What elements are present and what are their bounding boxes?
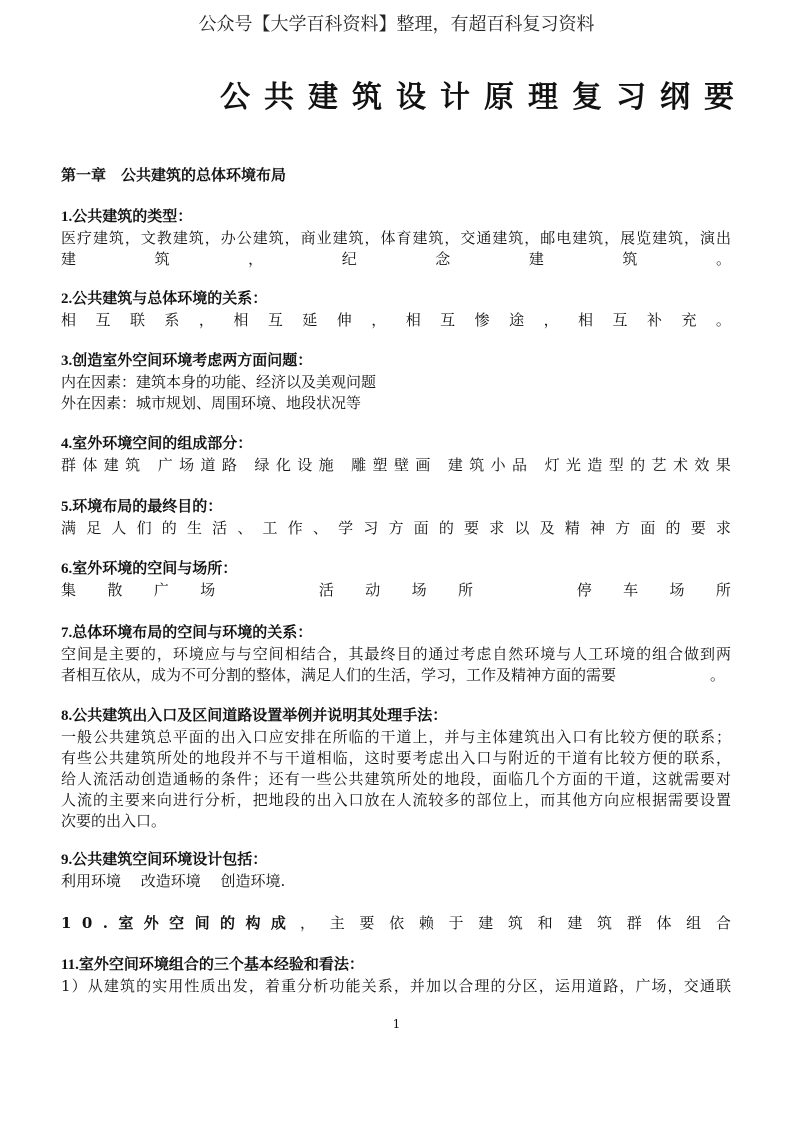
glyph: 场 bbox=[179, 456, 195, 474]
glyph: ， bbox=[198, 311, 214, 329]
section-1 bbox=[61, 207, 731, 270]
glyph: 建 bbox=[61, 250, 77, 268]
glyph: 以 bbox=[514, 519, 530, 537]
glyph: 壁 bbox=[393, 456, 409, 474]
section-text: 利用环境 改造环境 创造环境. bbox=[61, 872, 286, 890]
section-8 bbox=[61, 706, 731, 832]
glyph: 要 bbox=[704, 80, 734, 115]
glyph: 和 bbox=[537, 914, 553, 932]
glyph: 要 bbox=[464, 519, 480, 537]
glyph: 赖 bbox=[418, 914, 434, 932]
glyph: 系 bbox=[164, 311, 180, 329]
glyph bbox=[243, 455, 248, 476]
section-text bbox=[61, 455, 731, 476]
glyph: 共 bbox=[264, 80, 294, 115]
section-text: 空间是主要的，环境应与与空间相结合，其最终目的通过考虑自然环境与人工环境的组合做到两 bbox=[61, 645, 731, 663]
glyph: 筑 bbox=[469, 456, 485, 474]
glyph: 神 bbox=[589, 519, 605, 537]
glyph: 广 bbox=[157, 456, 173, 474]
spread-text bbox=[61, 249, 731, 270]
glyph: 补 bbox=[646, 311, 662, 329]
glyph: 于 bbox=[448, 914, 464, 932]
glyph: 途 bbox=[509, 311, 525, 329]
glyph: 要 bbox=[690, 519, 706, 537]
glyph: 散 bbox=[107, 581, 123, 599]
glyph bbox=[247, 580, 252, 601]
spread-text bbox=[61, 310, 731, 331]
glyph: 构 bbox=[245, 914, 261, 932]
glyph: 足 bbox=[86, 519, 102, 537]
glyph: 建 bbox=[478, 914, 494, 932]
glyph: 场 bbox=[669, 581, 685, 599]
glyph: 艺 bbox=[651, 456, 667, 474]
glyph: 原 bbox=[484, 80, 514, 115]
spread-text bbox=[61, 518, 731, 539]
glyph: 互 bbox=[267, 311, 283, 329]
glyph: 效 bbox=[694, 456, 710, 474]
spread-text bbox=[300, 913, 731, 934]
section-3 bbox=[61, 351, 731, 414]
glyph: 复 bbox=[572, 80, 602, 115]
glyph: 场 bbox=[411, 581, 427, 599]
section-text: 1）从建筑的实用性质出发，着重分析功能关系，并加以合理的分区，运用道路，广场，交通联 bbox=[61, 977, 731, 995]
glyph: 方 bbox=[388, 519, 404, 537]
glyph: 场 bbox=[200, 581, 216, 599]
glyph: 建 bbox=[528, 250, 544, 268]
glyph: 面 bbox=[413, 519, 429, 537]
glyph: 光 bbox=[565, 456, 581, 474]
section-text: 医疗建筑，文教建筑，办公建筑，商业建筑，体育建筑，交通建筑，邮电建筑，展览建筑，演出 bbox=[61, 229, 731, 247]
glyph: 合 bbox=[715, 914, 731, 932]
section-text: 次要的出入口。 bbox=[61, 812, 167, 830]
glyph: 作 bbox=[287, 519, 303, 537]
section-11 bbox=[61, 955, 731, 997]
section-text bbox=[61, 518, 731, 539]
glyph: 体 bbox=[82, 456, 98, 474]
section-heading: 1.公共建筑的类型： bbox=[61, 209, 193, 225]
glyph: 建 bbox=[447, 456, 463, 474]
glyph: 间 bbox=[194, 914, 210, 932]
glyph: 术 bbox=[672, 456, 688, 474]
glyph: 塑 bbox=[372, 456, 388, 474]
glyph: . bbox=[102, 914, 108, 932]
section-7 bbox=[61, 623, 731, 686]
glyph: 品 bbox=[512, 456, 528, 474]
glyph: ， bbox=[248, 250, 264, 268]
glyph: 空 bbox=[169, 914, 185, 932]
glyph: 小 bbox=[490, 456, 506, 474]
glyph: 筑 bbox=[352, 80, 382, 115]
section-5 bbox=[61, 497, 731, 539]
glyph: 动 bbox=[365, 581, 381, 599]
glyph: 纲 bbox=[660, 80, 690, 115]
glyph: 所 bbox=[458, 581, 474, 599]
glyph: 理 bbox=[528, 80, 558, 115]
glyph: 建 bbox=[103, 456, 119, 474]
glyph: 筑 bbox=[597, 914, 613, 932]
glyph: 惨 bbox=[474, 311, 490, 329]
glyph: 活 bbox=[318, 581, 334, 599]
glyph: 画 bbox=[415, 456, 431, 474]
glyph: 的 bbox=[220, 914, 236, 932]
glyph: 筑 bbox=[154, 250, 170, 268]
glyph: 精 bbox=[564, 519, 580, 537]
glyph: 型 bbox=[608, 456, 624, 474]
page-number: 1 bbox=[392, 1017, 401, 1031]
glyph: ， bbox=[371, 311, 387, 329]
glyph: 的 bbox=[630, 456, 646, 474]
glyph: 及 bbox=[539, 519, 555, 537]
glyph: 的 bbox=[665, 519, 681, 537]
section-heading: 2.公共建筑与总体环境的关系： bbox=[61, 291, 268, 307]
glyph: 的 bbox=[438, 519, 454, 537]
section-text: 外在因素：城市规划、周围环境、地段状况等 bbox=[61, 394, 362, 412]
section-heading: 6.室外环境的空间与场所： bbox=[61, 561, 238, 577]
glyph bbox=[283, 580, 288, 601]
section-heading: 11.室外空间环境组合的三个基本经验和看法： bbox=[61, 957, 364, 973]
section-heading: 9.公共建筑空间环境设计包括： bbox=[61, 852, 268, 868]
chapter-heading: 第一章 公共建筑的总体环境布局 bbox=[61, 168, 287, 184]
glyph: 。 bbox=[715, 311, 731, 329]
glyph: 求 bbox=[489, 519, 505, 537]
glyph: 互 bbox=[612, 311, 628, 329]
glyph: 筑 bbox=[507, 914, 523, 932]
section-text: 内在因素：建筑本身的功能、经济以及美观问题 bbox=[61, 373, 377, 391]
glyph: ， bbox=[543, 311, 559, 329]
section-text bbox=[61, 310, 731, 331]
glyph: 习 bbox=[616, 80, 646, 115]
page-header: 公众号【大学百科资料】整理，有超百科复习资料 bbox=[198, 14, 595, 35]
glyph: 纪 bbox=[341, 250, 357, 268]
glyph: 相 bbox=[61, 311, 77, 329]
glyph: 室 bbox=[118, 914, 134, 932]
glyph: 要 bbox=[359, 914, 375, 932]
section-2 bbox=[61, 289, 731, 331]
glyph: 满 bbox=[61, 519, 77, 537]
section-heading: 8.公共建筑出入口及区间道路设置举例并说明其处理手法： bbox=[61, 708, 448, 724]
section-text bbox=[61, 665, 731, 686]
glyph: 建 bbox=[308, 80, 338, 115]
section-text bbox=[61, 249, 731, 270]
glyph: 群 bbox=[626, 914, 642, 932]
glyph: 所 bbox=[715, 581, 731, 599]
glyph: 念 bbox=[435, 250, 451, 268]
glyph: 车 bbox=[623, 581, 639, 599]
section-9 bbox=[61, 850, 731, 892]
glyph: 0 bbox=[81, 914, 93, 932]
spread-text bbox=[61, 580, 731, 601]
glyph bbox=[437, 455, 442, 476]
glyph: 人 bbox=[111, 519, 127, 537]
glyph: 相 bbox=[578, 311, 594, 329]
glyph: 方 bbox=[615, 519, 631, 537]
glyph: 互 bbox=[440, 311, 456, 329]
section-text: 一般公共建筑总平面的出入口应安排在所临的干道上，并与主体建筑出入口有比较方便的联系； bbox=[61, 728, 731, 746]
line-text: 者相互依从，成为不可分割的整体，满足人们的生活，学习，工作及精神方面的需要 bbox=[61, 666, 617, 684]
glyph: 、 bbox=[237, 519, 253, 537]
section-heading: 4.室外环境空间的组成部分： bbox=[61, 436, 253, 452]
glyph: ， bbox=[300, 914, 316, 932]
period: 。 bbox=[709, 666, 725, 684]
glyph: 造 bbox=[587, 456, 603, 474]
section-heading: 7.总体环境布局的空间与环境的关系： bbox=[61, 625, 313, 641]
glyph: 公 bbox=[220, 80, 250, 115]
glyph: 体 bbox=[656, 914, 672, 932]
glyph: 集 bbox=[61, 581, 77, 599]
glyph: 习 bbox=[363, 519, 379, 537]
glyph: 道 bbox=[200, 456, 216, 474]
glyph bbox=[340, 455, 345, 476]
glyph: 施 bbox=[318, 456, 334, 474]
glyph: 1 bbox=[61, 914, 72, 932]
glyph: 。 bbox=[715, 250, 731, 268]
glyph: 组 bbox=[686, 914, 702, 932]
spread-text bbox=[61, 455, 731, 476]
section-6 bbox=[61, 559, 731, 601]
section-text: 给人流活动创造通畅的条件；还有一些公共建筑所处的地段，面临几个方面的干道，这就需要对 bbox=[61, 770, 731, 788]
glyph: 相 bbox=[233, 311, 249, 329]
glyph: 筑 bbox=[125, 456, 141, 474]
glyph: 的 bbox=[161, 519, 177, 537]
glyph: 主 bbox=[329, 914, 345, 932]
glyph: 伸 bbox=[336, 311, 352, 329]
glyph: 路 bbox=[221, 456, 237, 474]
glyph bbox=[533, 455, 538, 476]
glyph bbox=[504, 580, 509, 601]
section-text bbox=[61, 580, 731, 601]
glyph: 生 bbox=[186, 519, 202, 537]
document-title bbox=[220, 72, 734, 115]
glyph: 设 bbox=[396, 80, 426, 115]
glyph: 学 bbox=[338, 519, 354, 537]
section-text: 人流的主要来向进行分析，把地段的出入口放在人流较多的部位上，而其他方向应根据需要设置 bbox=[61, 791, 731, 809]
glyph: 活 bbox=[212, 519, 228, 537]
section-heading: 3.创造室外空间环境考虑两方面问题： bbox=[61, 353, 313, 369]
glyph: 设 bbox=[297, 456, 313, 474]
glyph: 面 bbox=[640, 519, 656, 537]
glyph: 广 bbox=[153, 581, 169, 599]
glyph: 成 bbox=[270, 914, 286, 932]
glyph: 建 bbox=[567, 914, 583, 932]
glyph: 工 bbox=[262, 519, 278, 537]
glyph: 化 bbox=[275, 456, 291, 474]
glyph bbox=[541, 580, 546, 601]
glyph: 延 bbox=[302, 311, 318, 329]
glyph: 互 bbox=[95, 311, 111, 329]
glyph bbox=[147, 455, 152, 476]
glyph: 充 bbox=[681, 311, 697, 329]
glyph: 群 bbox=[61, 456, 77, 474]
glyph: 相 bbox=[405, 311, 421, 329]
glyph: 果 bbox=[715, 456, 731, 474]
section-heading: 5.环境布局的最终目的： bbox=[61, 499, 223, 515]
glyph: 筑 bbox=[622, 250, 638, 268]
glyph: 外 bbox=[143, 914, 159, 932]
glyph: 、 bbox=[312, 519, 328, 537]
section-text: 有些公共建筑所处的地段并不与干道相临，这时要考虑出入口与附近的干道有比较方便的联系， bbox=[61, 749, 731, 767]
glyph: 灯 bbox=[544, 456, 560, 474]
section-10 bbox=[61, 913, 731, 934]
glyph: 求 bbox=[715, 519, 731, 537]
glyph: 停 bbox=[576, 581, 592, 599]
glyph: 计 bbox=[440, 80, 470, 115]
document-title-text bbox=[220, 72, 734, 115]
section-4 bbox=[61, 434, 731, 476]
glyph: 雕 bbox=[351, 456, 367, 474]
section-heading bbox=[61, 913, 286, 934]
glyph: 绿 bbox=[254, 456, 270, 474]
glyph: 依 bbox=[389, 914, 405, 932]
glyph: 们 bbox=[136, 519, 152, 537]
section-text bbox=[61, 913, 731, 934]
glyph: 联 bbox=[129, 311, 145, 329]
